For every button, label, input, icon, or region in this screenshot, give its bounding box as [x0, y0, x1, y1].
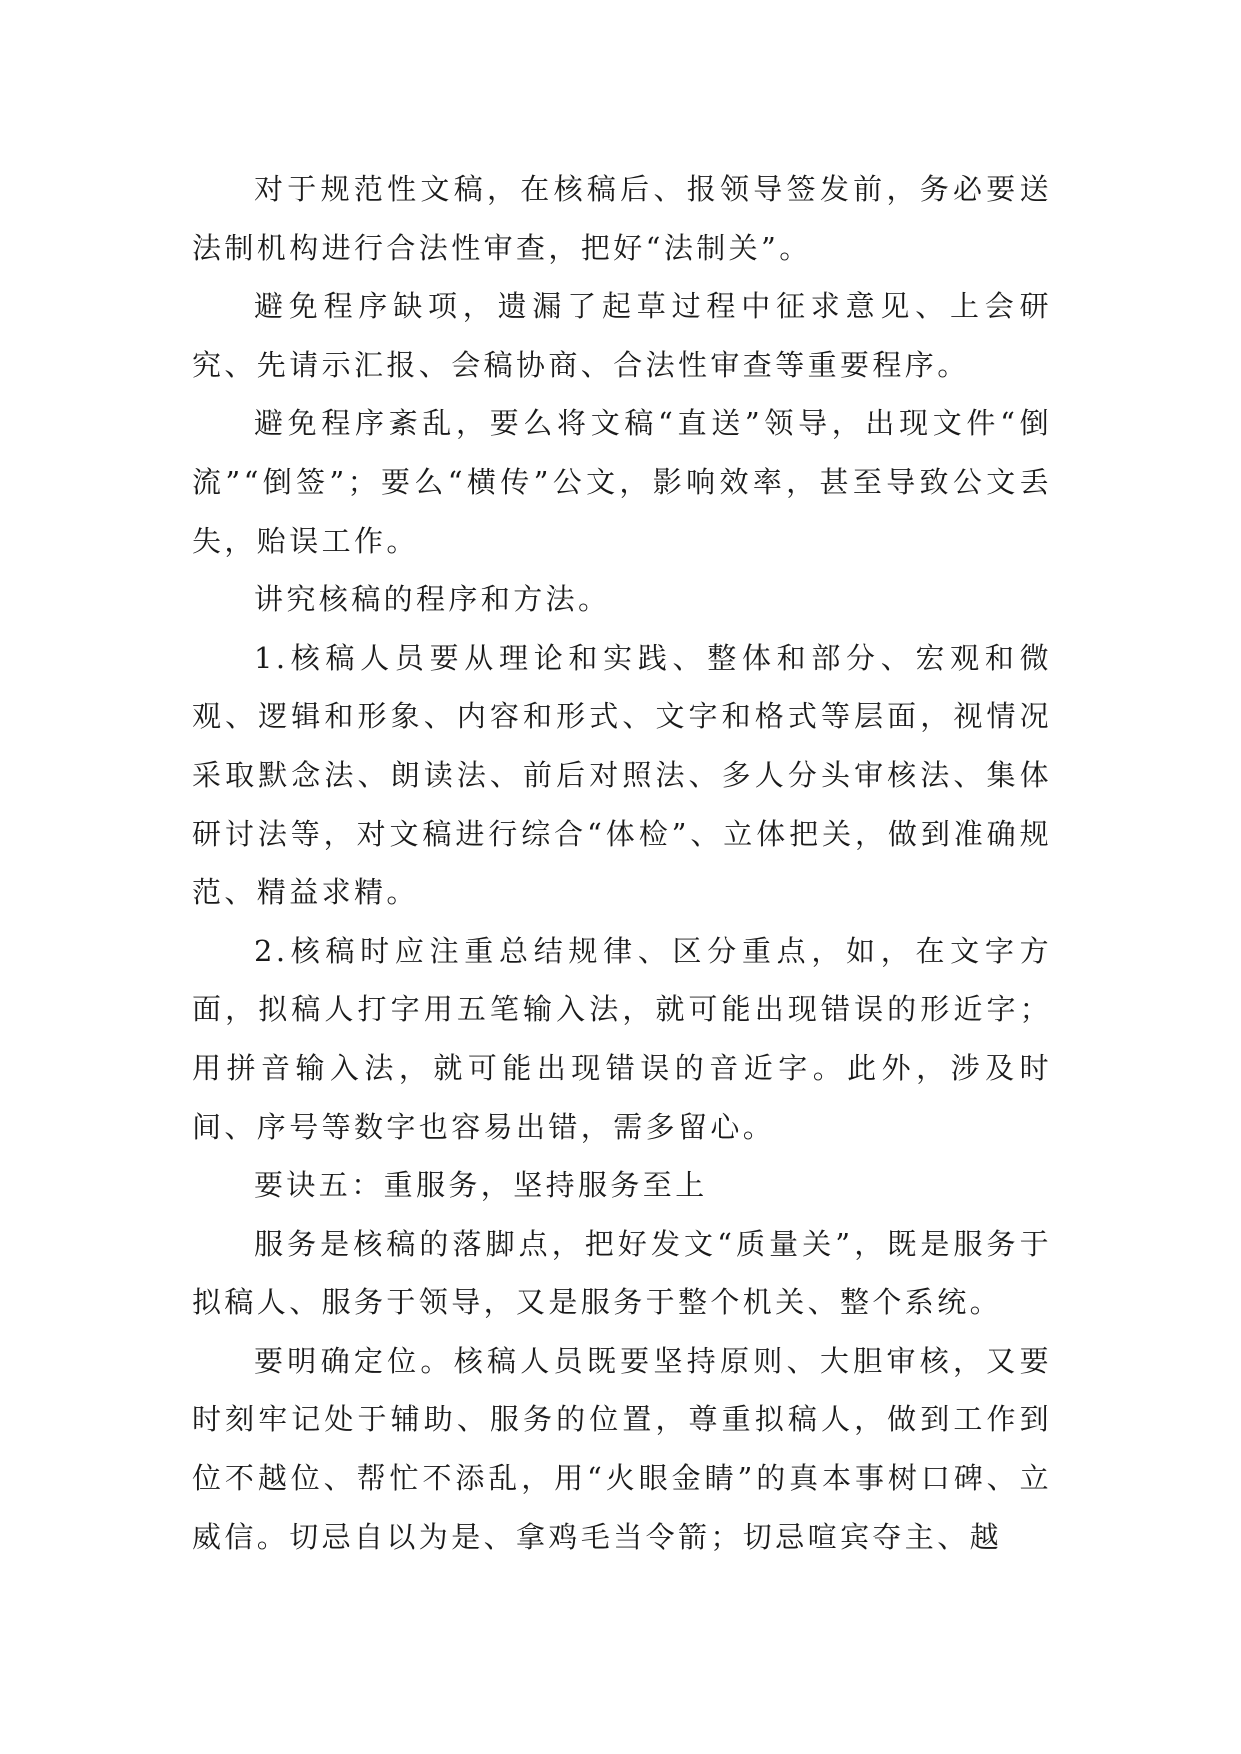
paragraph-point-1: 1.核稿人员要从理论和实践、整体和部分、宏观和微观、逻辑和形象、内容和形式、文字和格式等层面，视情况采取默念法、朗读法、前后对照法、多人分头审核法、集体研讨法等，对文稿进行综合“体检”、立体把关，做到准确规范、精益求精。 — [192, 640, 1052, 910]
paragraph-missing-procedures: 避免程序缺项，遗漏了起草过程中征求意见、上会研究、先请示汇报、会稿协商、合法性审查等重要程序。 — [192, 289, 1052, 382]
paragraph-legal-review: 对于规范性文稿，在核稿后、报领导签发前，务必要送法制机构进行合法性审查，把好“法制关”。 — [192, 172, 1052, 265]
paragraph-clear-positioning: 要明确定位。核稿人员既要坚持原则、大胆审核，又要时刻牢记处于辅助、服务的位置，尊重拟稿人，做到工作到位不越位、帮忙不添乱，用“火眼金睛”的真本事树口碑、立威信。切忌自以为是、拿鸡毛当令箭；切忌喧宾夺主、越 — [192, 1343, 1052, 1554]
paragraph-service-foothold: 服务是核稿的落脚点，把好发文“质量关”，既是服务于拟稿人、服务于领导，又是服务于整个机关、整个系统。 — [192, 1226, 1052, 1320]
section-heading-key-five: 要诀五：重服务，坚持服务至上 — [254, 1168, 708, 1203]
paragraph-point-2: 2.核稿时应注重总结规律、区分重点，如，在文字方面，拟稿人打字用五笔输入法，就可能出现错误的形近字；用拼音输入法，就可能出现错误的音近字。此外，涉及时间、序号等数字也容易出错，需多留心。 — [192, 933, 1052, 1144]
paragraph-procedure-disorder: 避免程序紊乱，要么将文稿“直送”领导，出现文件“倒流”“倒签”；要么“横传”公文，影响效率，甚至导致公文丢失，贻误工作。 — [192, 406, 1052, 558]
paragraph-review-methods-heading: 讲究核稿的程序和方法。 — [254, 582, 611, 617]
document-body — [192, 160, 1052, 1566]
